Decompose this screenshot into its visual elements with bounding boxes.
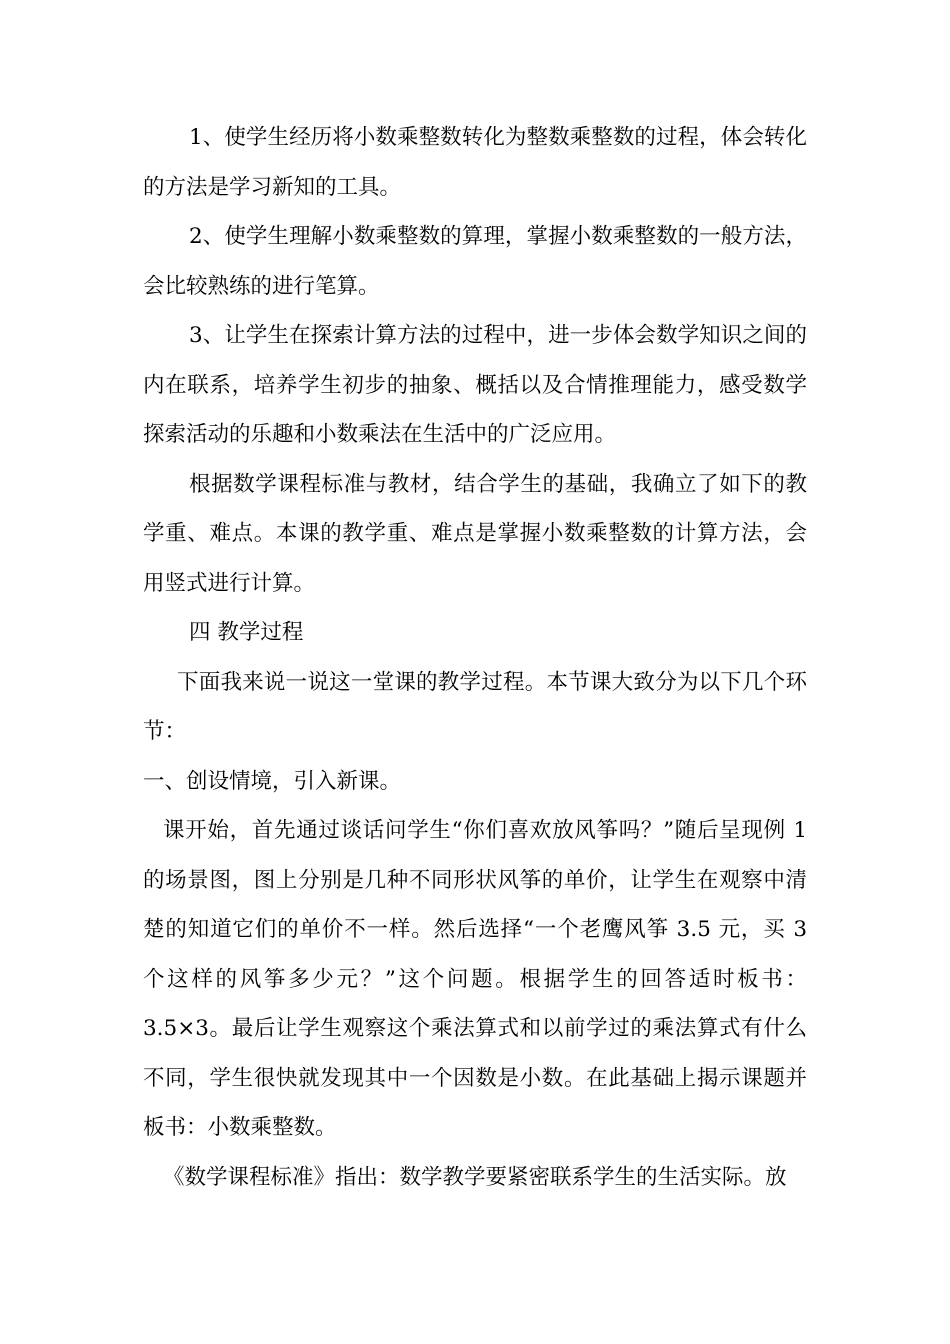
section-heading: 四 教学过程 [189, 620, 304, 645]
objective-paragraph-3: 3、让学生在探索计算方法的过程中，进一步体会数学知识之间的内在联系，培养学生初步的抽象、概括以及合情推理能力，感受数学探索活动的乐趣和小数乘法在生活中的广泛应用。 [143, 323, 807, 447]
objective-paragraph-1: 1、使学生经历将小数乘整数转化为整数乘整数的过程，体会转化的方法是学习新知的工具。 [143, 125, 807, 200]
process-intro-paragraph: 下面我来说一说这一堂课的教学过程。本节课大致分为以下几个环节： [143, 669, 807, 744]
objective-paragraph-2: 2、使学生理解小数乘整数的算理，掌握小数乘整数的一般方法，会比较熟练的进行笔算。 [143, 224, 807, 299]
scenario-paragraph: 课开始，首先通过谈话问学生“你们喜欢放风筝吗？”随后呈现例 1 的场景图，图上分别是几种不同形状风筝的单价，让学生在观察中清楚的知道它们的单价不一样。然后选择“一个老鹰风筝 3.5 元，买 3 个这样的风筝多少元？”这个问题。根据学生的回答适时板书：3.5×3。最后让学生观察这个乘法算式和以前学过的乘法算式有什么不同，学生很快就发现其中一个因数是小数。在此基础上揭示课题并板书：小数乘整数。 [143, 818, 807, 1140]
document-body [143, 113, 807, 1202]
standard-quote-paragraph: 《数学课程标准》指出：数学教学要紧密联系学生的生活实际。放 [163, 1164, 787, 1190]
step-heading: 一、创设情境，引入新课。 [143, 768, 402, 794]
key-points-paragraph: 根据数学课程标准与教材，结合学生的基础，我确立了如下的教学重、难点。本课的教学重、难点是掌握小数乘整数的计算方法，会用竖式进行计算。 [143, 471, 807, 596]
